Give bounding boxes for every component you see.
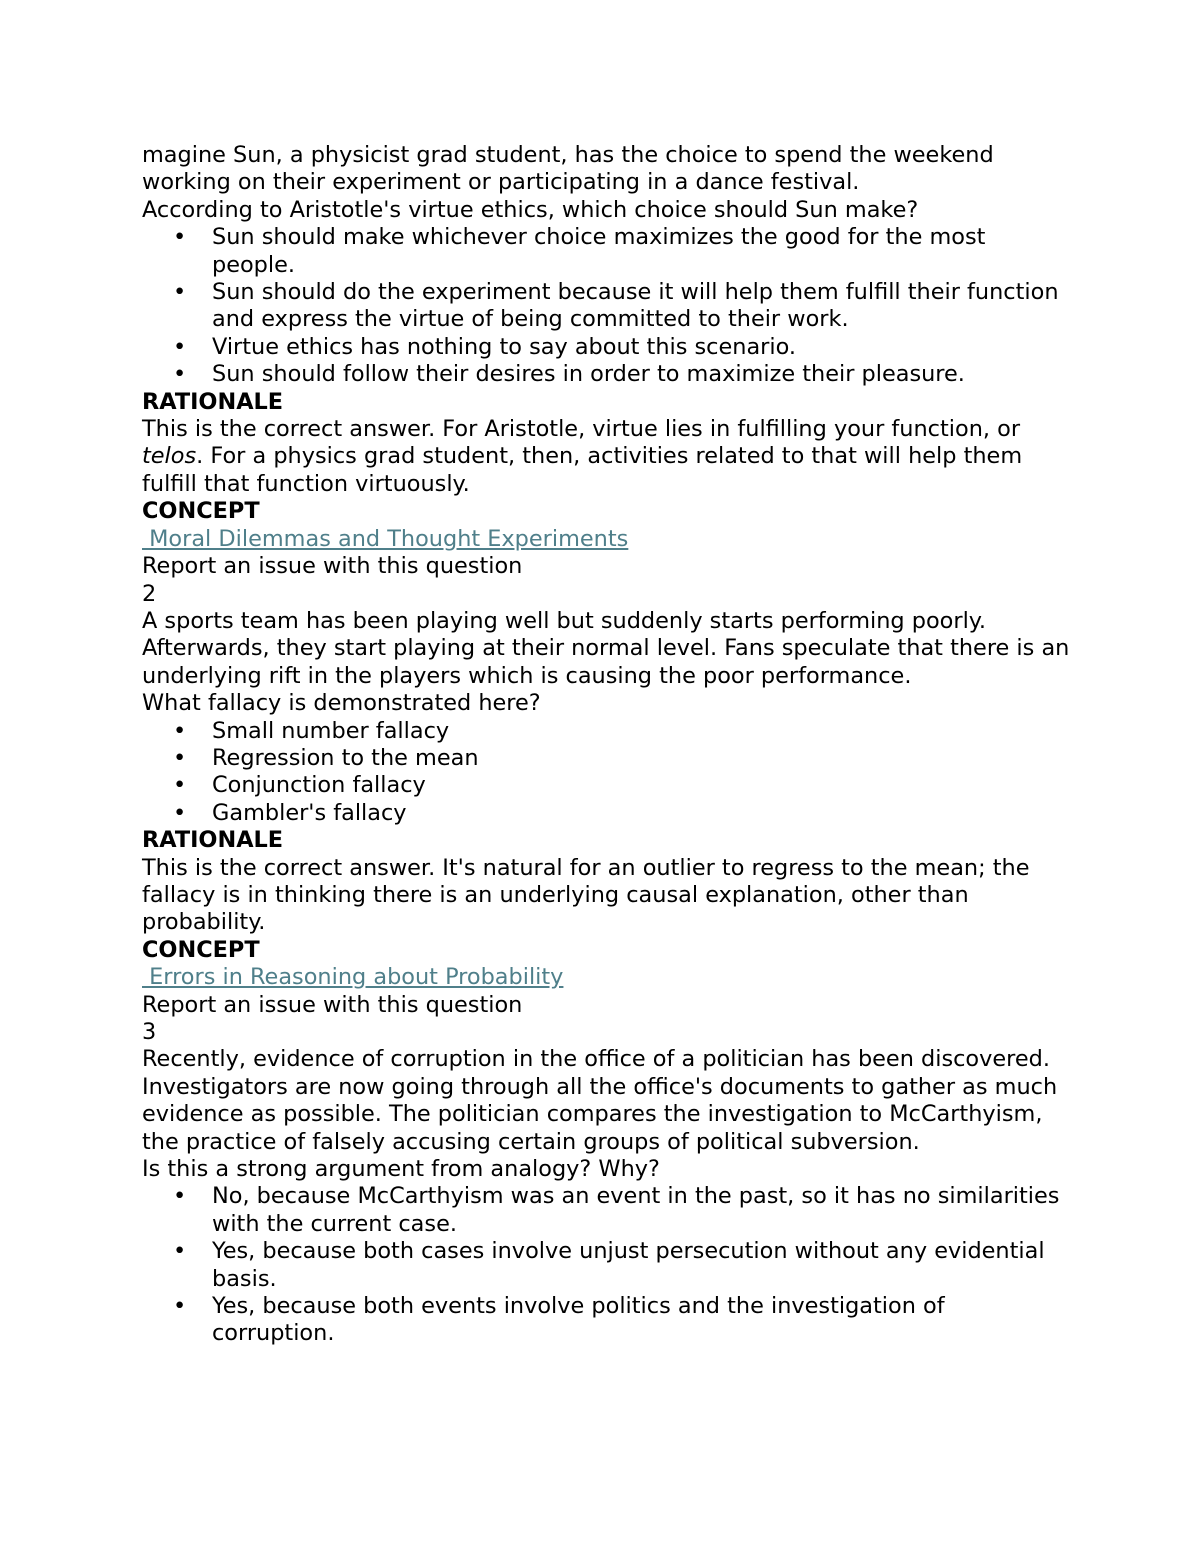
q1-option[interactable] [142, 334, 1072, 361]
q1-rationale-italic: telos [142, 443, 197, 470]
bullet-icon: • [173, 333, 187, 360]
q2-concept-row [142, 964, 1072, 991]
q2-option-text: Small number fallacy [212, 717, 450, 744]
document-page [142, 142, 1072, 1348]
q2-option[interactable] [142, 718, 1072, 745]
q1-option-text: Sun should make whichever choice maximizes the good for the most people. [212, 224, 986, 278]
q1-option-text: Sun should follow their desires in order to maximize their pleasure. [212, 361, 965, 388]
q1-option[interactable] [142, 361, 1072, 388]
q1-options [142, 224, 1072, 388]
q2-concept-heading: CONCEPT [142, 936, 260, 963]
q1-rationale-heading: RATIONALE [142, 388, 284, 415]
q2-option[interactable] [142, 772, 1072, 799]
q3-option-text: Yes, because both events involve politics and the investigation of corruption. [212, 1293, 945, 1347]
q1-option-text: Virtue ethics has nothing to say about this scenario. [212, 333, 797, 360]
bullet-icon: • [173, 1238, 187, 1265]
q1-rationale-text-end: . For a physics grad student, then, activities related to that will help them fulfill that function virtuously. [142, 443, 1023, 497]
q2-concept-link[interactable]: Errors in Reasoning about Probability [142, 964, 564, 991]
q1-question: According to Aristotle's virtue ethics, which choice should Sun make? [142, 196, 919, 223]
bullet-icon: • [173, 361, 187, 388]
q3-prompt: Recently, evidence of corruption in the office of a politician has been discovered. Investigators are now going through all the office's documents to gather as much evidence as possible. The politician compares the investigation to McCarthyism, the practice of falsely accusing certain groups of political subversion. [142, 1046, 1058, 1155]
q2-options [142, 718, 1072, 828]
bullet-icon: • [173, 1293, 187, 1320]
bullet-icon: • [173, 224, 187, 251]
q3-option-text: No, because McCarthyism was an event in the past, so it has no similarities with the current case. [212, 1183, 1060, 1237]
q2-option[interactable] [142, 800, 1072, 827]
q1-option[interactable] [142, 279, 1072, 334]
q1-report-issue[interactable]: Report an issue with this question [142, 553, 523, 580]
q1-prompt: magine Sun, a physicist grad student, has the choice to spend the weekend working on their experiment or participating in a dance festival. [142, 142, 994, 196]
bullet-icon: • [173, 1183, 187, 1210]
q2-question: What fallacy is demonstrated here? [142, 690, 541, 717]
q1-concept-row [142, 526, 1072, 553]
q2-option-text: Gambler's fallacy [212, 799, 407, 826]
q2-prompt: A sports team has been playing well but suddenly starts performing poorly. Afterwards, they start playing at their normal level. Fans speculate that there is an underlying rift in the players which is causing the poor performance. [142, 607, 1070, 689]
q1-concept-heading: CONCEPT [142, 498, 260, 525]
q3-option[interactable] [142, 1238, 1072, 1293]
q3-options [142, 1183, 1072, 1347]
q1-concept-link[interactable]: Moral Dilemmas and Thought Experiments [142, 525, 629, 552]
q1-option-text: Sun should do the experiment because it will help them fulfill their function and express the virtue of being committed to their work. [212, 279, 1059, 333]
q3-number: 3 [142, 1019, 157, 1045]
bullet-icon: • [173, 717, 187, 744]
q2-rationale-heading: RATIONALE [142, 827, 284, 854]
q1-option[interactable] [142, 224, 1072, 279]
q2-number: 2 [142, 580, 157, 607]
bullet-icon: • [173, 279, 187, 306]
q2-option-text: Conjunction fallacy [212, 772, 426, 799]
q1-rationale [142, 416, 1072, 498]
q3-option[interactable] [142, 1293, 1072, 1348]
q2-option-text: Regression to the mean [212, 744, 479, 771]
bullet-icon: • [173, 744, 187, 771]
q2-report-issue[interactable]: Report an issue with this question [142, 991, 523, 1018]
q1-rationale-text-start: This is the correct answer. For Aristotle, virtue lies in fulfilling your function, or [142, 416, 1021, 443]
bullet-icon: • [173, 799, 187, 826]
q3-option-text: Yes, because both cases involve unjust persecution without any evidential basis. [212, 1238, 1045, 1292]
q2-rationale: This is the correct answer. It's natural for an outlier to regress to the mean; the fallacy is in thinking there is an underlying causal explanation, other than probability. [142, 854, 1030, 936]
q2-option[interactable] [142, 745, 1072, 772]
q3-option[interactable] [142, 1183, 1072, 1238]
bullet-icon: • [173, 772, 187, 799]
q3-question: Is this a strong argument from analogy? Why? [142, 1156, 660, 1183]
